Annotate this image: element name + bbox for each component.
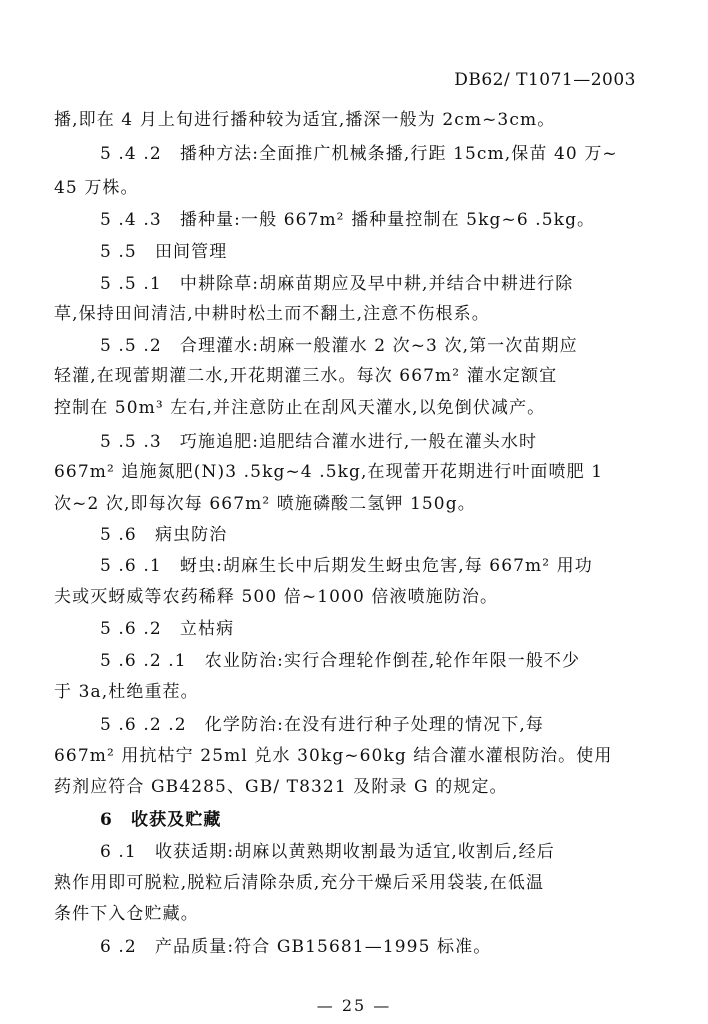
text-line: 熟作用即可脱粒,脱粒后清除杂质,充分干燥后采用袋装,在低温 [54, 873, 545, 893]
text-line: 5 .6 .2 .1 农业防治:实行合理轮作倒茬,轮作年限一般不少 [100, 651, 581, 671]
section-heading: 5 .5 田间管理 [100, 242, 228, 262]
text-line: 药剂应符合 GB4285、GB/ T8321 及附录 G 的规定。 [54, 777, 508, 797]
text-line: 5 .5 .3 巧施追肥:追肥结合灌水进行,一般在灌头水时 [100, 432, 538, 452]
text-line: 5 .6 .2 .2 化学防治:在没有进行种子处理的情况下,每 [100, 715, 544, 735]
text-line: 6 .1 收获适期:胡麻以黄熟期收割最为适宜,收割后,经后 [100, 842, 555, 862]
text-line: 5 .5 .1 中耕除草:胡麻苗期应及早中耕,并结合中耕进行除 [100, 274, 574, 294]
section-heading: 5 .6 .2 立枯病 [100, 619, 235, 639]
text-line: 于 3a,杜绝重茬。 [54, 682, 199, 702]
text-line: 次~2 次,即每次每 667m² 喷施磷酸二氢钾 150g。 [54, 494, 476, 514]
page-number: — 25 — [316, 996, 392, 1015]
section-heading: 5 .6 病虫防治 [100, 525, 228, 545]
text-line: 6 .2 产品质量:符合 GB15681—1995 标准。 [100, 937, 492, 957]
text-line: 5 .4 .2 播种方法:全面推广机械条播,行距 15cm,保苗 40 万~ [100, 144, 618, 164]
chapter-heading: 6 收获及贮藏 [100, 810, 222, 830]
text-line: 667m² 用抗枯宁 25ml 兑水 30kg~60kg 结合灌水灌根防治。使用 [54, 746, 613, 766]
text-line: 草,保持田间清洁,中耕时松土而不翻土,注意不伤根系。 [54, 304, 490, 324]
text-line: 夫或灭蚜威等农药稀释 500 倍~1000 倍液喷施防治。 [54, 587, 499, 607]
text-line: 条件下入仓贮藏。 [54, 904, 199, 924]
text-line: 45 万株。 [54, 178, 139, 198]
text-line: 667m² 追施氮肥(N)3 .5kg~4 .5kg,在现蕾开花期进行叶面喷肥 1 [54, 462, 604, 482]
text-line: 轻灌,在现蕾期灌二水,开花期灌三水。每次 667m² 灌水定额宜 [54, 366, 558, 386]
text-line: 5 .6 .1 蚜虫:胡麻生长中后期发生蚜虫危害,每 667m² 用功 [100, 556, 593, 576]
text-line: 5 .4 .3 播种量:一般 667m² 播种量控制在 5kg~6 .5kg。 [100, 210, 596, 230]
text-line: 播,即在 4 月上旬进行播种较为适宜,播深一般为 2cm~3cm。 [54, 110, 556, 130]
text-line: 5 .5 .2 合理灌水:胡麻一般灌水 2 次~3 次,第一次苗期应 [100, 336, 578, 356]
text-line: 控制在 50m³ 左右,并注意防止在刮风天灌水,以免倒伏减产。 [54, 398, 546, 418]
document-code: DB62/ T1071—2003 [454, 70, 636, 90]
